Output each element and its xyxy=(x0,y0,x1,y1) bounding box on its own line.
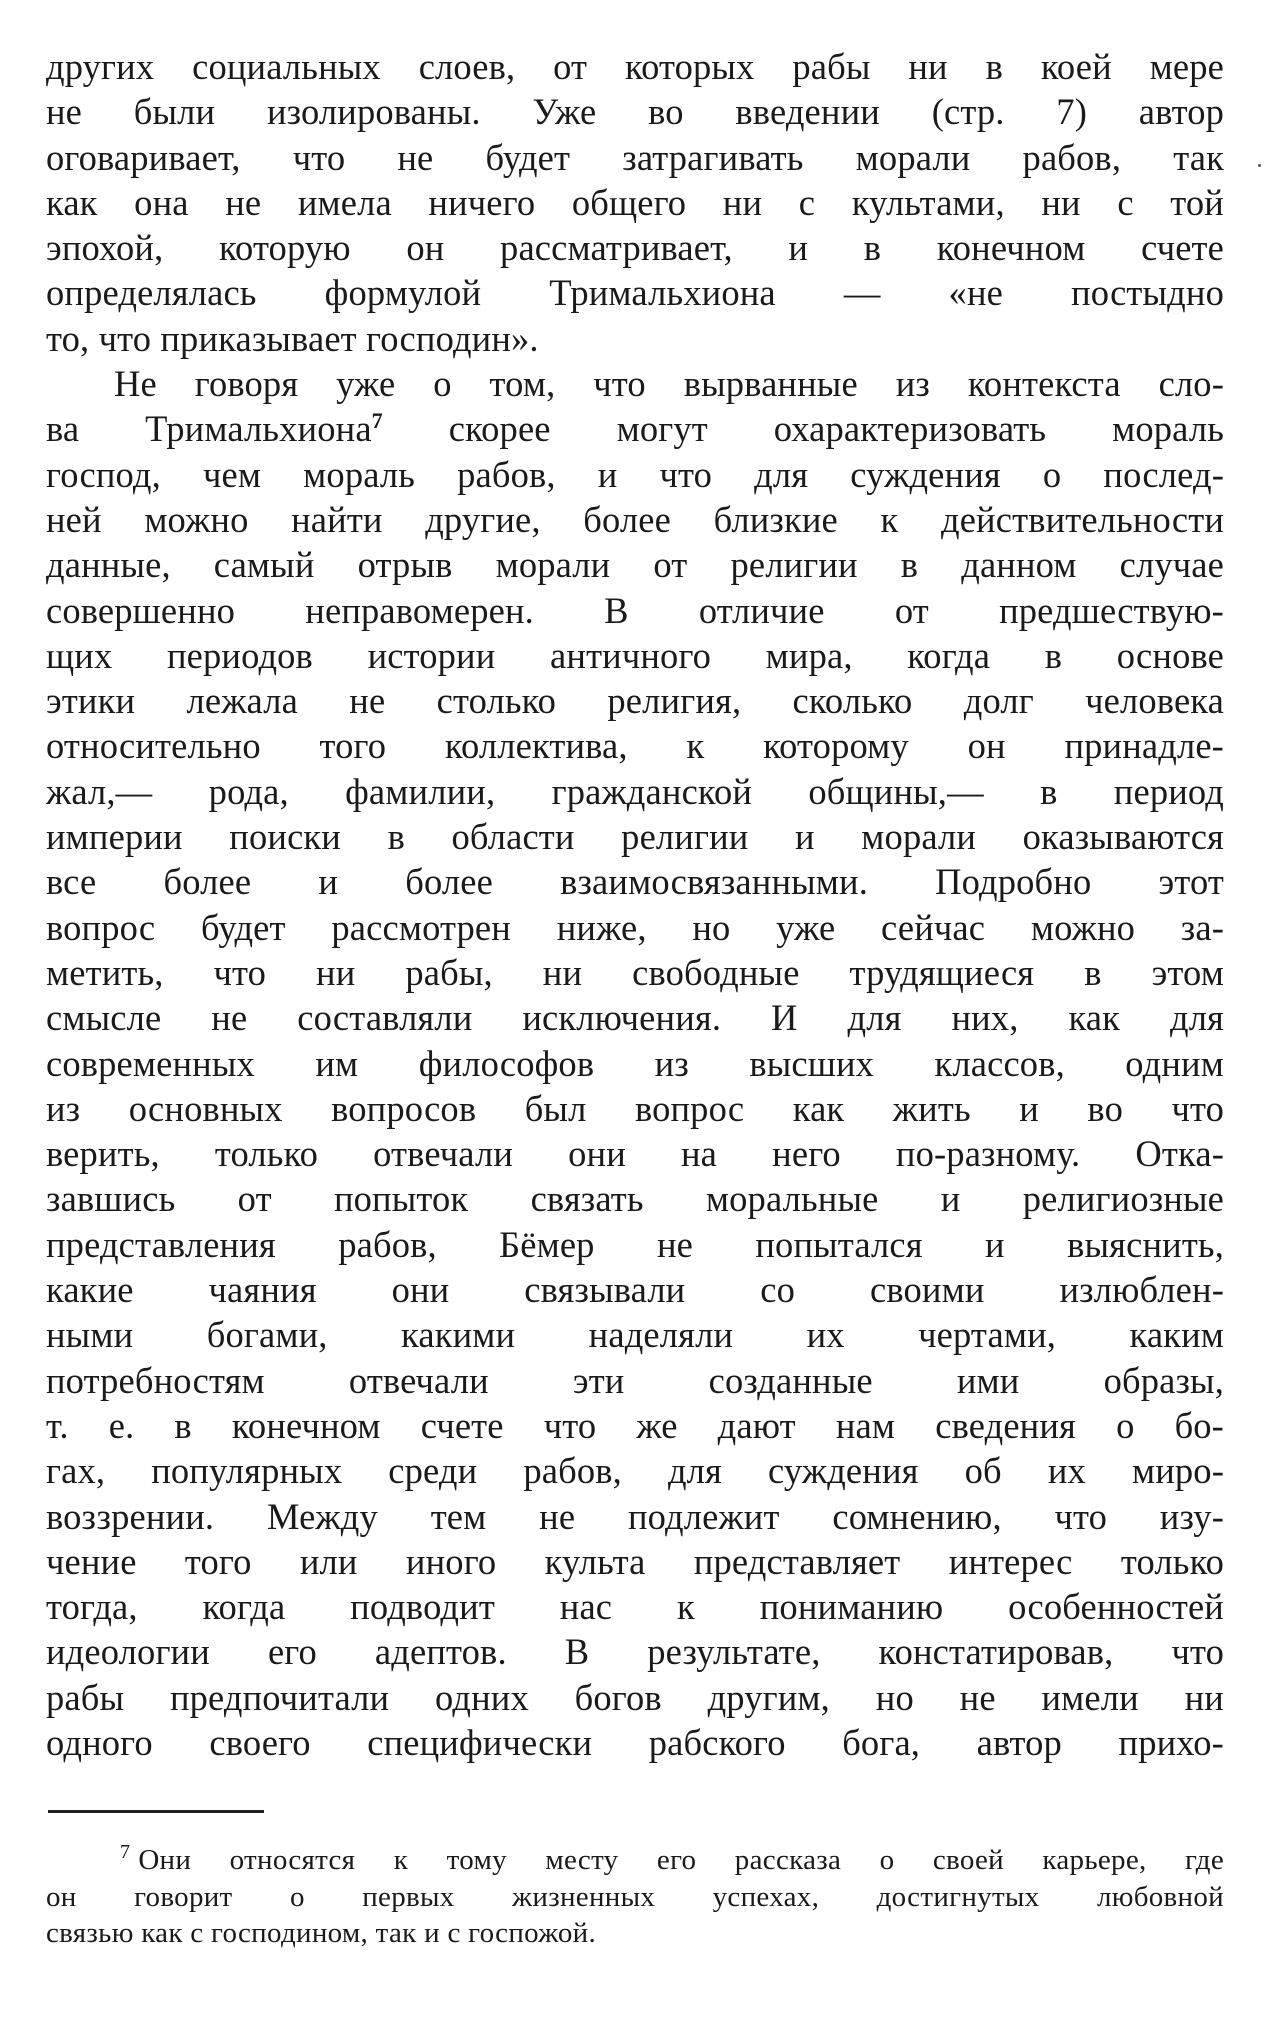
text-line: Не говоря уже о том, что вырванные из контекста сло- xyxy=(114,363,1224,405)
text-fragment: скорее могут охарактеризовать мораль xyxy=(382,408,1224,450)
paragraph-continued xyxy=(46,44,1224,361)
text-line: относительно того коллектива, к которому он принадле- xyxy=(46,725,1224,767)
text-line: определялась формулой Тримальхиона — «не постыдно xyxy=(46,272,1224,314)
text-line: представления рабов, Бёмер не попытался и выяснить, xyxy=(46,1223,1224,1265)
text-line: тогда, когда подводит нас к пониманию особенностей xyxy=(46,1586,1224,1628)
text-line: из основных вопросов был вопрос как жить и во что xyxy=(46,1087,1224,1129)
text-line: вопрос будет рассмотрен ниже, но уже сейчас можно за- xyxy=(46,906,1224,948)
text-line: чение того или иного культа представляет интерес только xyxy=(46,1540,1224,1582)
text-line: не были изолированы. Уже во введении (стр. 7) автор xyxy=(46,91,1224,133)
text-fragment: ва Тримальхиона xyxy=(46,408,372,450)
text-line: то, что приказывает господин». xyxy=(46,317,539,359)
text-line: идеологии его адептов. В результате, констатировав, что xyxy=(46,1631,1224,1673)
text-line: совершенно неправомерен. В отличие от предшествую- xyxy=(46,589,1224,631)
text-line: господ, чем мораль рабов, и что для суждения о послед- xyxy=(46,453,1224,495)
text-line: метить, что ни рабы, ни свободные трудящиеся в этом xyxy=(46,951,1224,993)
footnote xyxy=(46,1842,1224,1952)
text-line: ными богами, какими наделяли их чертами, каким xyxy=(46,1314,1224,1356)
footnote-text: Они относятся к тому месту его рассказа о своей карьере, где xyxy=(138,1844,1224,1876)
footnote-separator xyxy=(48,1810,264,1813)
main-text xyxy=(46,44,1224,1765)
text-line: данные, самый отрыв морали от религии в данном случае xyxy=(46,544,1224,586)
text-line: потребностям отвечали эти созданные ими образы, xyxy=(46,1359,1224,1401)
footnote-reference[interactable]: 7 xyxy=(371,408,383,434)
footnote-line xyxy=(46,1842,1224,1879)
footnote-line: он говорит о первых жизненных успехах, достигнутых любовной xyxy=(46,1880,1224,1913)
text-line: верить, только отвечали они на него по-разному. Отка- xyxy=(46,1133,1224,1175)
text-line: империи поиски в области религии и морали оказываются xyxy=(46,816,1224,858)
text-line: щих периодов истории античного мира, когда в основе xyxy=(46,634,1224,676)
text-line: все более и более взаимосвязанными. Подробно этот xyxy=(46,861,1224,903)
text-line: смысле не составляли исключения. И для них, как для xyxy=(46,997,1224,1039)
text-line: других социальных слоев, от которых рабы ни в коей мере xyxy=(46,46,1224,87)
text-line: оговаривает, что не будет затрагивать морали рабов, так xyxy=(46,136,1224,178)
text-line: какие чаяния они связывали со своими излюблен- xyxy=(46,1269,1224,1311)
footnote-line: связью как с господином, так и с госпожой. xyxy=(46,1917,597,1949)
text-line: рабы предпочитали одних богов другим, но не имели ни xyxy=(46,1676,1224,1718)
text-line: ней можно найти другие, более близкие к действительности xyxy=(46,498,1224,540)
text-line: одного своего специфически рабского бога, автор прихо- xyxy=(46,1721,1224,1763)
footnote-marker: 7 xyxy=(120,1841,131,1864)
text-line: современных им философов из высших классов, одним xyxy=(46,1042,1224,1084)
text-line: воззрении. Между тем не подлежит сомнению, что изу- xyxy=(46,1495,1224,1537)
text-line-with-footnote-ref xyxy=(46,406,1224,451)
text-line: этики лежала не столько религия, сколько долг человека xyxy=(46,680,1224,722)
text-line: эпохой, которую он рассматривает, и в конечном счете xyxy=(46,227,1224,269)
text-line: как она не имела ничего общего ни с культами, ни с той xyxy=(46,181,1224,223)
text-line: т. е. в конечном счете что же дают нам сведения о бо- xyxy=(46,1404,1224,1446)
paragraph xyxy=(46,361,1224,1765)
text-line: гах, популярных среди рабов, для суждения об их миро- xyxy=(46,1450,1224,1492)
text-line: завшись от попыток связать моральные и религиозные xyxy=(46,1178,1224,1220)
text-line: жал,— рода, фамилии, гражданской общины,— в период xyxy=(46,770,1224,812)
scan-speck xyxy=(1258,164,1261,167)
